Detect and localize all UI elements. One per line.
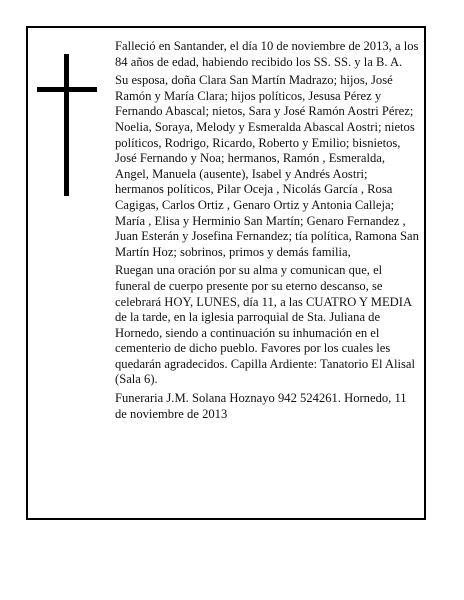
funeral-details: Ruegan una oración por su alma y comunican que, el funeral de cuerpo presente por su eterno descanso, se celebrará HOY, LUNES, día 11, a las CUATRO Y MEDIA de la tarde, en la iglesia parroquial de Sta. Juliana de Hornedo, siendo a continuación su inhumación en el cementerio de dicho pueblo. Favores por los cuales les quedarán agradecidos. Capilla Ardiente: Tanatorio El Alisal (Sala 6). bbox=[115, 263, 415, 387]
latin-cross-icon bbox=[37, 54, 97, 196]
cross-vertical-bar bbox=[64, 54, 69, 196]
funeral-home-info: Funeraria J.M. Solana Hoznayo 942 524261. Hornedo, 11 de noviembre de 2013 bbox=[115, 391, 407, 421]
obituary-text bbox=[115, 39, 419, 425]
family-list: Su esposa, doña Clara San Martín Madrazo; hijos, José Ramón y María Clara; hijos políticos, Jesusa Pérez y Fernando Abascal; nietos, Sara y José Ramón Aostri Pérez; Noelia, Soraya, Melody y Esmeralda Abascal Aostri; nietos políticos, Rodrigo, Ricardo, Roberto y Emilio; bisnietos, José Fernando y Noa; hermanos, Ramón , Esmeralda, Angel, Manuela (ausente), Isabel y Andrés Aostri; hermanos políticos, Pilar Oceja , Nicolás García , Rosa Cagigas, Carlos Ortiz , Genaro Ortiz y Antonia Calleja; María , Elisa y Herminio San Martín; Genaro Fernandez , Juan Esterán y Josefina Fernandez; tía política, Ramona San Martín Hoz; sobrinos, primos y demás familia, bbox=[115, 73, 419, 259]
cross-horizontal-bar bbox=[37, 87, 97, 92]
death-announcement: Falleció en Santander, el día 10 de noviembre de 2013, a los 84 años de edad, habiendo recibido los SS. SS. y la B. A. bbox=[115, 39, 419, 69]
